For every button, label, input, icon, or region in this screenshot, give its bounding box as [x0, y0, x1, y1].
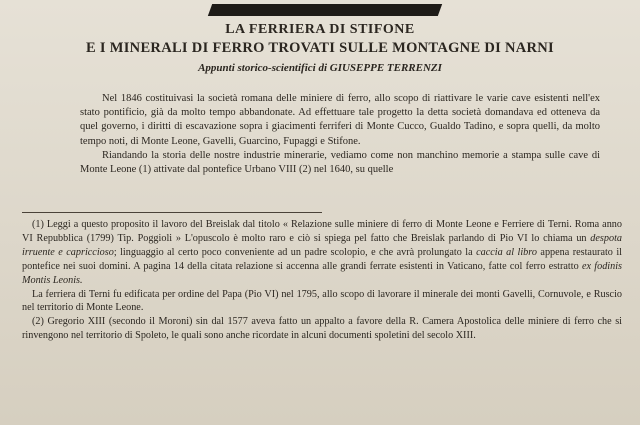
footnote-1-text-a: (1) Leggi a questo proposito il lavoro del Breislak dal titolo « Relazione sulle miniere di ferro di Monte Leone e Ferriere di Terni. Roma anno VI Repubblica (1799) Tip. Poggioli » L'opuscolo è molto raro e ciò si spiega pel fatto che Breislak parlando di Pio VI lo chiama un	[22, 219, 622, 244]
title-line-2: E I MINERALI DI FERRO TROVATI SULLE MONTAGNE DI NARNI	[85, 40, 555, 56]
footnote-1	[22, 218, 622, 288]
footnote-1-continued: La ferriera di Terni fu edificata per ordine del Papa (Pio VI) nel 1795, allo scopo di lavorare il minerale dei monti Gavelli, Cornuvole, e Ruscio nel territorio di Monte Leone.	[22, 288, 622, 314]
body-paragraph-2: Riandando la storia delle nostre industrie minerarie, vediamo come non manchino memorie a stampa sulle cave di Monte Leone (1) attivate dal pontefice Urbano VIII (2) nel 1640, su quelle	[80, 149, 600, 176]
footnote-divider	[22, 212, 322, 213]
header-rule-bar	[208, 4, 442, 16]
title-line-1: LA FERRIERA DI STIFONE	[225, 22, 415, 37]
footnote-1-italic-1: despota irruente e capriccioso	[22, 232, 622, 258]
footnote-2: (2) Gregorio XIII (secondo il Moroni) sin dal 1577 aveva fatto un appalto a favore della R. Camera Apostolica delle miniere di ferro che si rinvengono nel territorio di Spoleto, le quali sono anche ricordate in alcuni documenti spoletini del secolo XIII.	[22, 316, 622, 342]
body-paragraph-1: Nel 1846 costituivasi la società romana delle miniere di ferro, allo scopo di riattivare le varie cave esistenti nell'ex stato pontificio, già da molto tempo abbandonate. Ad effettuare tale progetto la detta società domandava ed otteneva da quel governo, i diritti di escavazione sopra i giacimenti ferriferi di Monte Cucco, Gualdo Tadino, e sopra quelli, da molto tempo noti, di Monte Leone, Gavelli, Guarcino, Fupaggi e Stifone.	[80, 93, 600, 147]
footnote-1-text-b: ; linguaggio al certo poco conveniente ad un padre scolopio, e che avrà prolungato la	[113, 246, 477, 258]
footnote-1-text-c: appena restaurato il pontefice nei suoi domini. A pagina 14 della citata relazione si accenna alle grandi ferrate esistenti in Vaticano, fatte col ferro estratto	[22, 246, 623, 272]
author-subtitle: Appunti storico-scientifici di GIUSEPPE TERRENZI	[198, 62, 442, 74]
footnotes	[22, 218, 622, 343]
article-body	[80, 92, 600, 177]
footnote-1-italic-2: caccia al libro	[476, 246, 537, 258]
footnote-1-italic-3: ex fodinis Montis Leonis.	[22, 260, 623, 286]
